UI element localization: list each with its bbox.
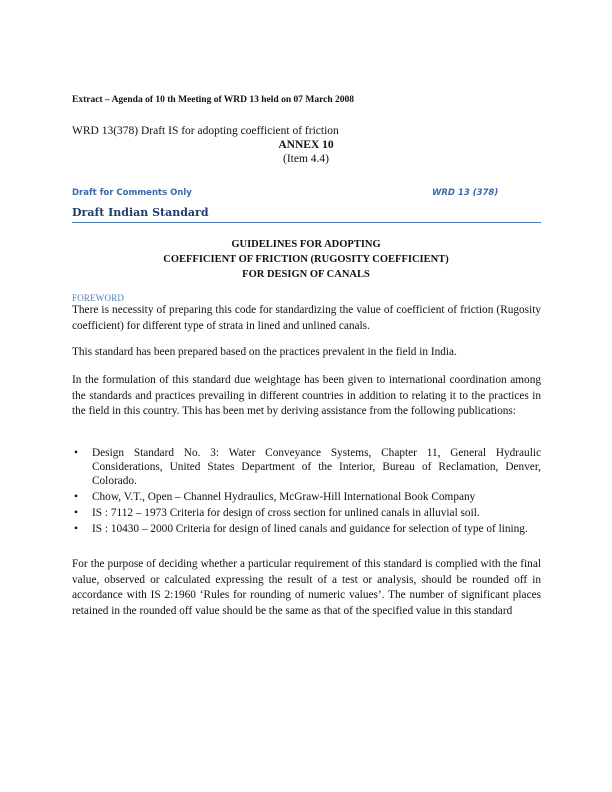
publication-text: Design Standard No. 3: Water Conveyance Systems, Chapter 11, General Hydraulic Considerations, United States Department of the Interior, Bureau of Reclamation, Denver, Colorado. — [92, 447, 541, 487]
publication-text: Chow, V.T., Open – Channel Hydraulics, McGraw-Hill International Book Company — [92, 491, 476, 503]
foreword-paragraph-2: This standard has been prepared based on the practices prevalent in the field in India. — [72, 346, 457, 358]
bullet-icon: • — [74, 491, 78, 503]
guideline-title-line-3: FOR DESIGN OF CANALS — [242, 269, 370, 280]
publication-text: IS : 7112 – 1973 Criteria for design of cross section for unlined canals in alluvial soil. — [92, 507, 480, 519]
publication-list — [72, 446, 541, 538]
draft-for-comments-label: Draft for Comments Only — [72, 188, 192, 198]
item-label: (Item 4.4) — [283, 153, 329, 165]
extract-header: Extract – Agenda of 10 th Meeting of WRD 13 held on 07 March 2008 — [72, 95, 354, 105]
guideline-title-line-2: COEFFICIENT OF FRICTION (RUGOSITY COEFFICIENT) — [163, 254, 449, 265]
bullet-icon: • — [74, 447, 78, 459]
foreword-heading: FOREWORD — [72, 293, 125, 303]
list-item — [72, 506, 541, 520]
wrd-reference-line: WRD 13(378) Draft IS for adopting coefficient of friction — [72, 125, 339, 137]
draft-indian-standard-title: Draft Indian Standard — [72, 206, 209, 219]
header-divider — [72, 222, 541, 223]
foreword-paragraph-4: For the purpose of deciding whether a particular requirement of this standard is complied with the final value, observed or calculated expressing the result of a test or analysis, should be rounded off in accordance with IS 2:1960 ‘Rules for rounding of numeric values’. The number of significant places retained in the rounded off value should be the same as that of the specified value in this standard — [72, 558, 541, 617]
guideline-title-line-1: GUIDELINES FOR ADOPTING — [231, 239, 381, 250]
publication-text: IS : 10430 – 2000 Criteria for design of lined canals and guidance for selection of type of lining. — [92, 523, 528, 535]
bullet-icon: • — [74, 523, 78, 535]
list-item — [72, 522, 541, 536]
draft-code-label: WRD 13 (378) — [432, 188, 499, 198]
list-item — [72, 446, 541, 488]
list-item — [72, 490, 541, 504]
foreword-paragraph-3: In the formulation of this standard due weightage has been given to international coordination among the standards and practices prevailing in different countries in addition to relating it to the practices in the field in this country. This has been met by deriving assistance from the following publications: — [72, 374, 541, 417]
foreword-paragraph-1: There is necessity of preparing this code for standardizing the value of coefficient of friction (Rugosity coefficient) for different type of strata in lined and unlined canals. — [72, 304, 541, 332]
bullet-icon: • — [74, 507, 78, 519]
annex-label: ANNEX 10 — [278, 139, 334, 151]
